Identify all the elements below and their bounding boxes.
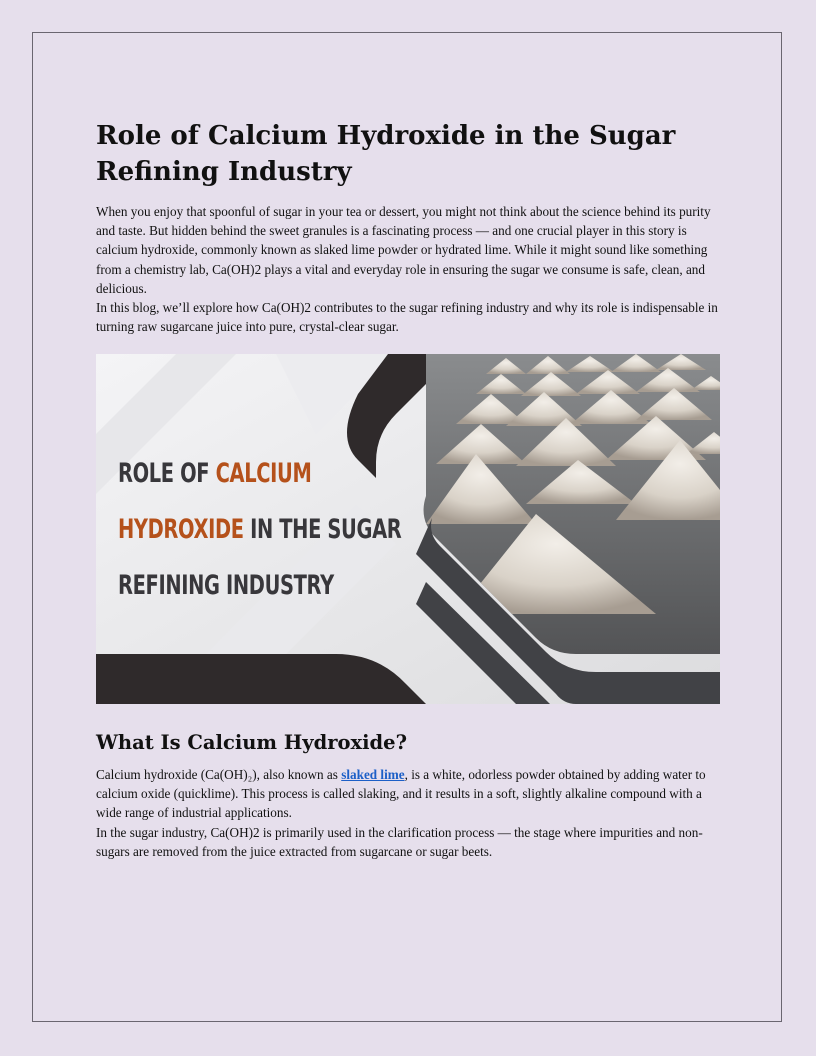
banner-line-1 (118, 446, 401, 502)
paragraph-text: , is a white, odorless powder obtained by adding water to calcium oxide (quicklime). This process is called slaking, and it results in a soft, slightly alkaline compound with a wide range of industrial applications. (96, 767, 706, 821)
banner-text: IN THE SUGAR (243, 514, 402, 545)
banner-image (96, 354, 720, 704)
article-title: Role of Calcium Hydroxide in the Sugar Refining Industry (96, 121, 676, 187)
slaked-lime-link[interactable]: slaked lime (341, 767, 405, 782)
banner-title (118, 446, 401, 614)
banner-accent-text: HYDROXIDE (118, 514, 244, 545)
section-paragraph-1 (96, 765, 722, 823)
section-body (96, 765, 722, 861)
intro-paragraph: When you enjoy that spoonful of sugar in your tea or dessert, you might not think about the science behind its purity and taste. But hidden behind the sweet granules is a fascinating process — and one crucial player in this story is calcium hydroxide, commonly known as slaked lime powder or hydrated lime. While it might sound like something from a chemistry lab, Ca(OH)2 plays a vital and everyday role in ensuring the sugar we consume is safe, clean, and delicious. In this blog, we’ll explore how Ca(OH)2 contributes to the sugar refining industry and why its role is indispensable in turning raw sugarcane juice into pure, crystal-clear sugar. (96, 204, 718, 335)
banner-text: REFINING INDUSTRY (118, 570, 334, 601)
banner-accent-text: CALCIUM (215, 458, 312, 489)
banner-line-3 (118, 558, 401, 614)
paragraph-text: Calcium hydroxide (Ca(OH)₂), also known as (96, 767, 342, 782)
banner-text: ROLE OF (118, 458, 216, 489)
article-header (96, 118, 722, 336)
banner-line-2 (118, 502, 401, 558)
section-heading: What Is Calcium Hydroxide? (96, 731, 408, 754)
section-paragraph-2: In the sugar industry, Ca(OH)2 is primarily used in the clarification process — the stage where impurities and non-sugars are removed from the juice extracted from sugarcane or sugar beets. (96, 824, 703, 859)
